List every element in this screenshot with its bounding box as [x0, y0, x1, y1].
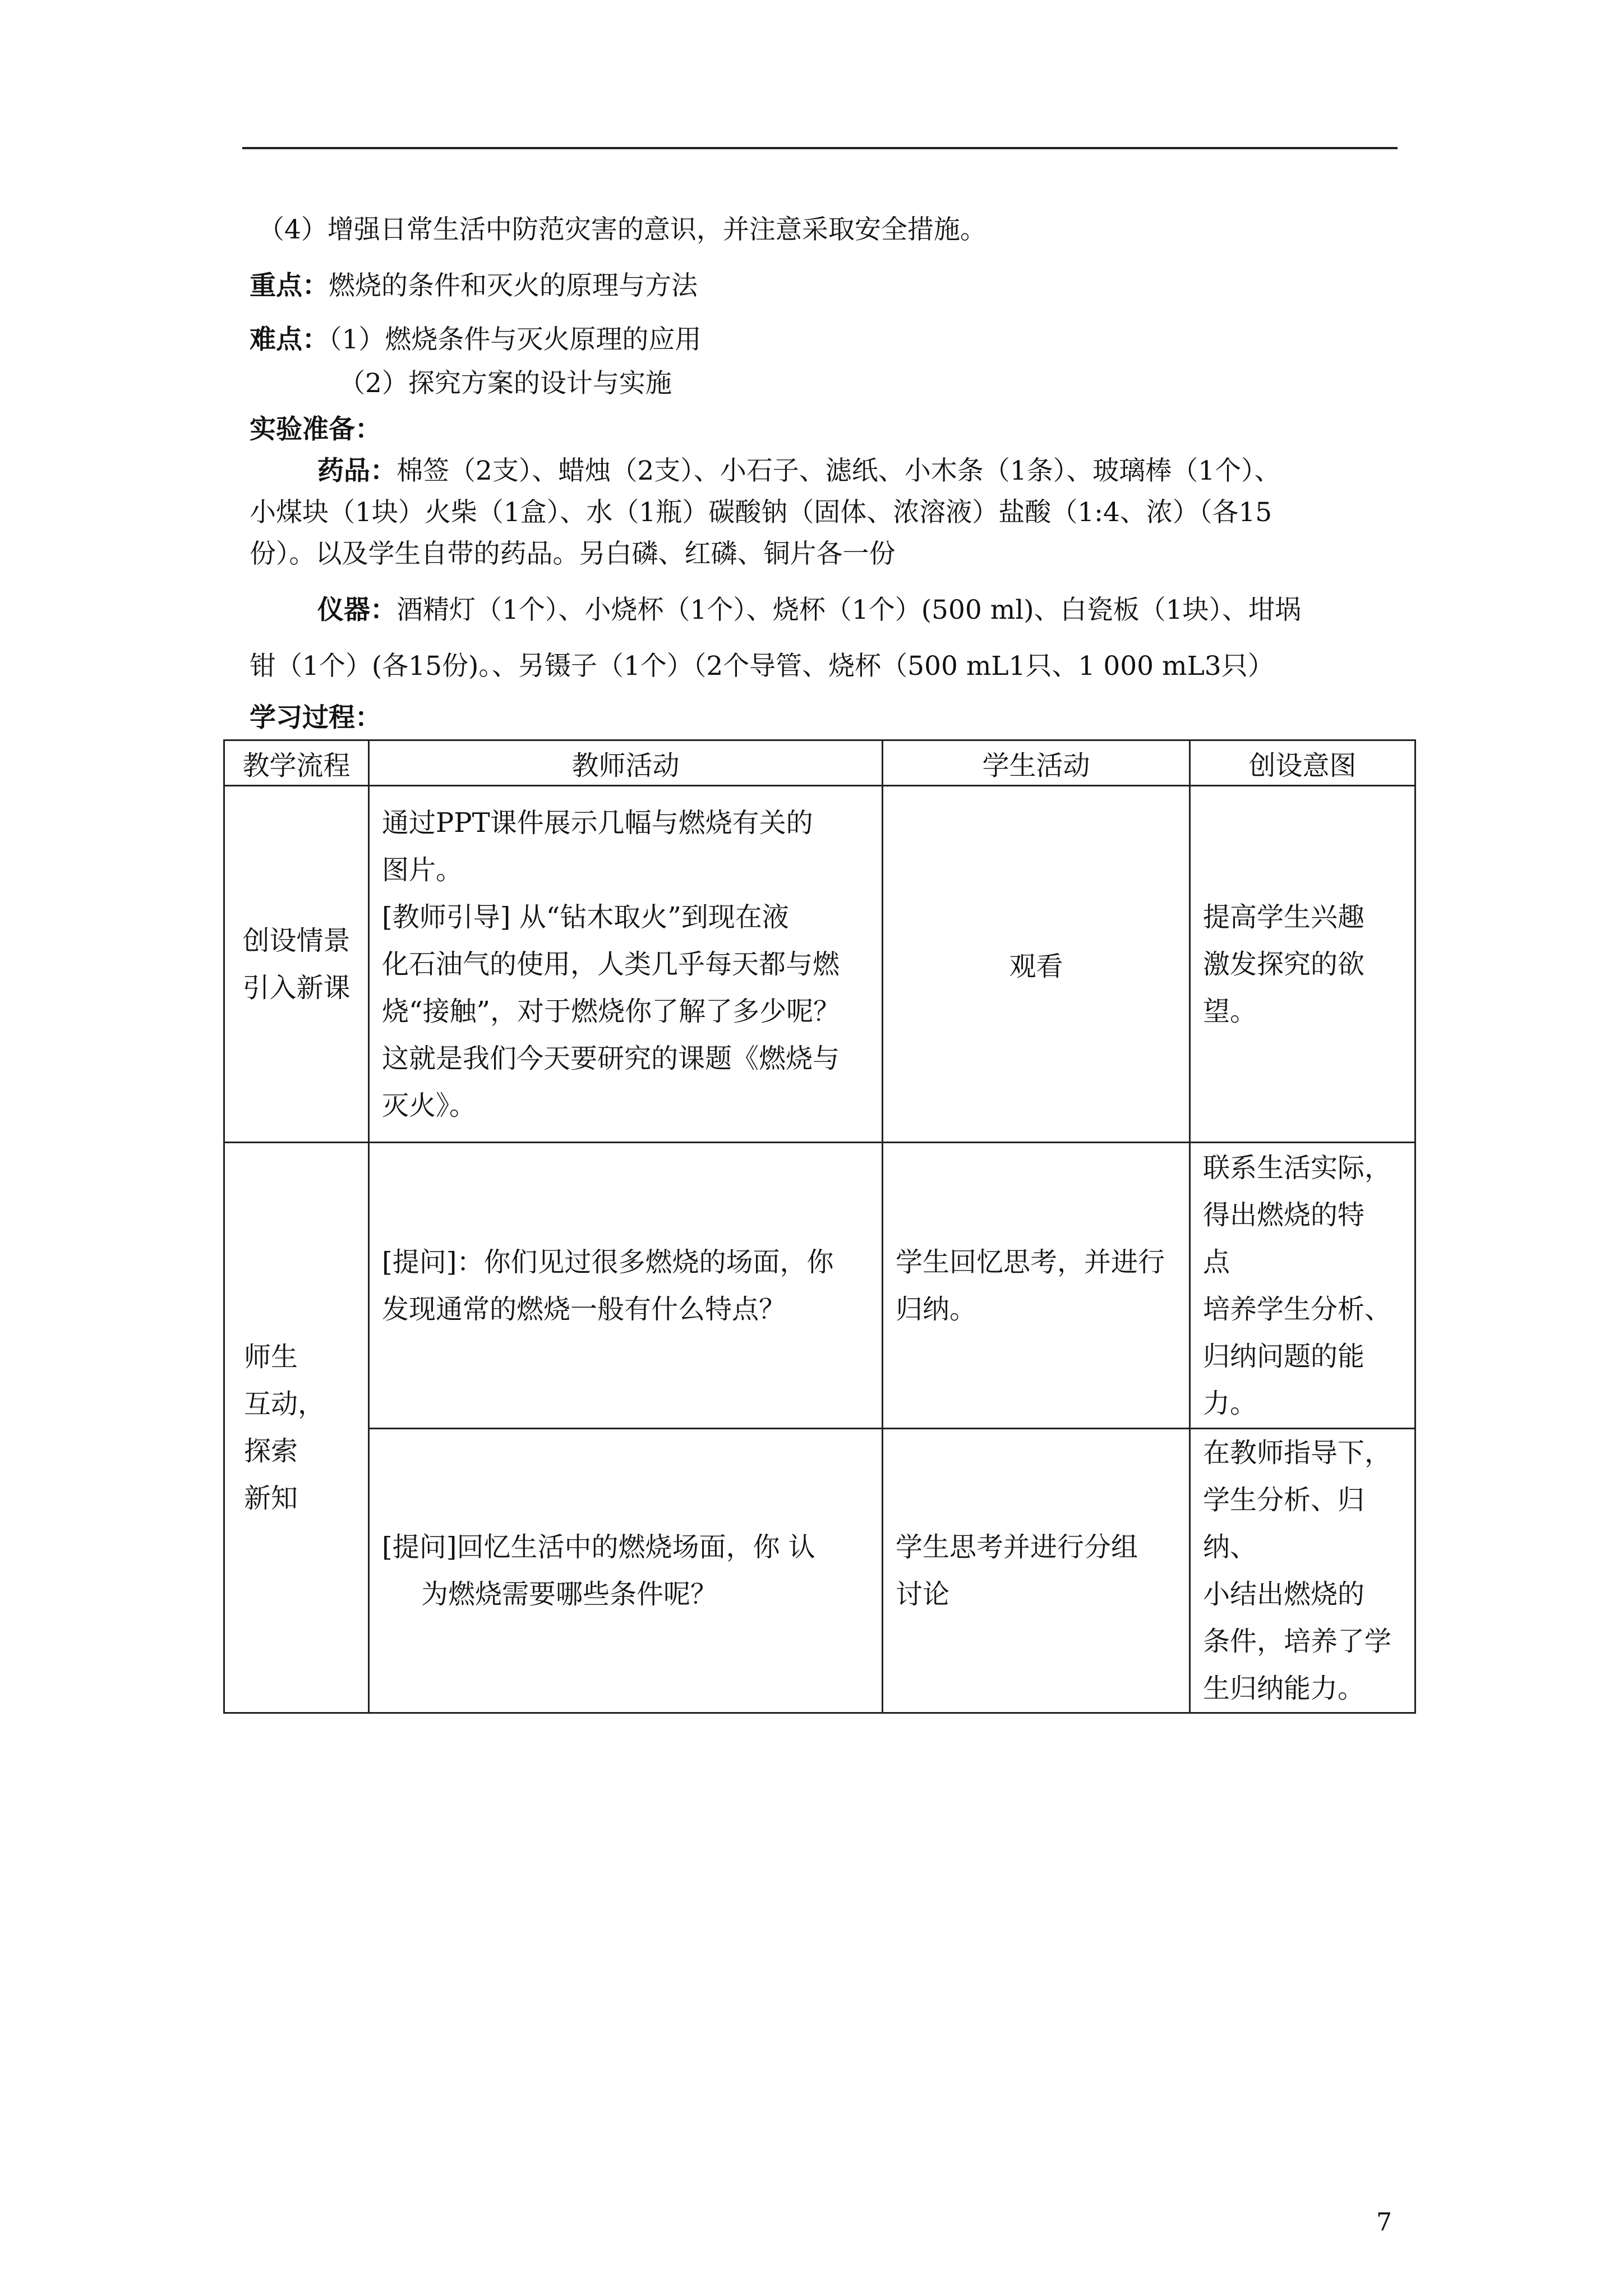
intent-cell [1190, 1143, 1415, 1429]
difficulty-item-2: （2）探究方案的设计与实施 [339, 368, 672, 399]
key-point-label: 重点： [250, 270, 329, 301]
student-line: 讨论 [896, 1579, 950, 1610]
student-line: 归纳。 [896, 1293, 977, 1325]
instruments-line-1 [317, 593, 1301, 627]
learning-process-table [223, 739, 1416, 1714]
difficulty-1 [250, 323, 701, 357]
intent-cell [1190, 1429, 1415, 1713]
student-cell: 观看 [883, 786, 1190, 1143]
table-row [224, 1143, 1415, 1429]
student-cell [883, 1429, 1190, 1713]
intent-line: 联系生活实际， [1203, 1152, 1392, 1184]
intent-line: 力。 [1203, 1387, 1257, 1419]
table-row [224, 786, 1415, 1143]
intent-line: 培养学生分析、 [1203, 1293, 1392, 1325]
teacher-line: 图片。 [382, 854, 463, 886]
stage-line: 探索 [244, 1435, 298, 1467]
page-number: 7 [1376, 2208, 1392, 2237]
teacher-line: 烧“接触”，对于燃烧你了解了多少呢？ [382, 995, 841, 1027]
teacher-line: 发现通常的燃烧一般有什么特点？ [382, 1293, 786, 1325]
drugs-line-2: 小煤块（1块）火柴（1盒）、水（1瓶）碳酸钠（固体、浓溶液）盐酸（1:4、浓）（各15 [250, 497, 1272, 528]
objective-4: （4）增强日常生活中防范灾害的意识，并注意采取安全措施。 [258, 214, 986, 245]
intent-line: 生归纳能力。 [1203, 1673, 1365, 1704]
instruments-line-2: 钳（1个）(各15份)。、另镊子（1个）（2个导管、烧杯（500 mL1只、1 000 mL3只） [250, 651, 1274, 682]
stage-cell [224, 786, 369, 1143]
teacher-line: 通过PPT课件展示几幅与燃烧有关的 [382, 807, 813, 839]
drugs-line-3: 份）。以及学生自带的药品。另白磷、红磷、铜片各一份 [250, 539, 896, 569]
teacher-line: [提问]回忆生活中的燃烧场面，你 认 [382, 1531, 815, 1563]
teacher-line: 这就是我们今天要研究的课题《燃烧与 [382, 1042, 840, 1074]
intent-line: 得出燃烧的特 [1203, 1199, 1365, 1231]
stage-line: 师生 [244, 1341, 298, 1373]
header-stage: 教学流程 [224, 740, 369, 786]
stage-line: 新知 [244, 1483, 298, 1514]
intent-line: 学生分析、归纳、 [1203, 1484, 1365, 1563]
difficulty-label: 难点： [250, 324, 329, 355]
drugs-label: 药品： [317, 455, 396, 486]
intent-line: 条件，培养了学 [1203, 1626, 1392, 1657]
stage-line: 引入新课 [242, 972, 351, 1004]
teacher-cell [369, 786, 883, 1143]
key-point [250, 269, 698, 303]
intent-cell [1190, 786, 1415, 1143]
difficulty-item-1: （1）燃烧条件与灭火原理的应用 [329, 324, 702, 355]
intent-line: 点 [1203, 1246, 1230, 1278]
stage-cell [224, 1143, 369, 1713]
teacher-cell [369, 1143, 883, 1429]
header-intent: 创设意图 [1190, 740, 1415, 786]
header-rule [242, 147, 1398, 149]
intent-line: 小结出燃烧的 [1203, 1579, 1365, 1610]
teacher-line: [提问]：你们见过很多燃烧的场面，你 [382, 1246, 834, 1278]
teacher-line: 灭火》。 [382, 1089, 477, 1121]
intent-line: 望。 [1203, 995, 1257, 1027]
header-student: 学生活动 [883, 740, 1190, 786]
student-cell [883, 1143, 1190, 1429]
teacher-cell [369, 1429, 883, 1713]
drugs-text-1: 棉签（2支）、蜡烛（2支）、小石子、滤纸、小木条（1条）、玻璃棒（1个）、 [396, 455, 1281, 486]
table-row [224, 1429, 1415, 1713]
intent-line: 在教师指导下， [1203, 1437, 1392, 1469]
header-teacher: 教师活动 [369, 740, 883, 786]
prep-heading: 实验准备： [250, 414, 381, 445]
intent-line: 归纳问题的能 [1203, 1340, 1365, 1372]
student-line: 学生回忆思考，并进行 [896, 1246, 1165, 1278]
table-header-row [224, 740, 1415, 786]
drugs-line-1 [317, 454, 1281, 488]
student-line: 学生思考并进行分组 [896, 1531, 1138, 1563]
teacher-line: 化石油气的使用，人类几乎每天都与燃 [382, 948, 840, 980]
intent-line: 激发探究的欲 [1203, 948, 1365, 980]
stage-line: 创设情景 [242, 924, 351, 956]
key-point-text: 燃烧的条件和灭火的原理与方法 [329, 270, 698, 301]
teacher-line: [教师引导] 从“钻木取火”到现在液 [382, 901, 789, 933]
intent-line: 提高学生兴趣 [1203, 901, 1365, 933]
process-heading: 学习过程： [250, 702, 381, 733]
instruments-label: 仪器： [317, 595, 396, 625]
teacher-line: 为燃烧需要哪些条件呢？ [421, 1579, 718, 1610]
stage-line: 互动， [244, 1388, 325, 1420]
instruments-text-1: 酒精灯（1个）、小烧杯（1个）、烧杯（1个）(500 ml)、白瓷板（1块）、坩埚 [396, 595, 1302, 625]
